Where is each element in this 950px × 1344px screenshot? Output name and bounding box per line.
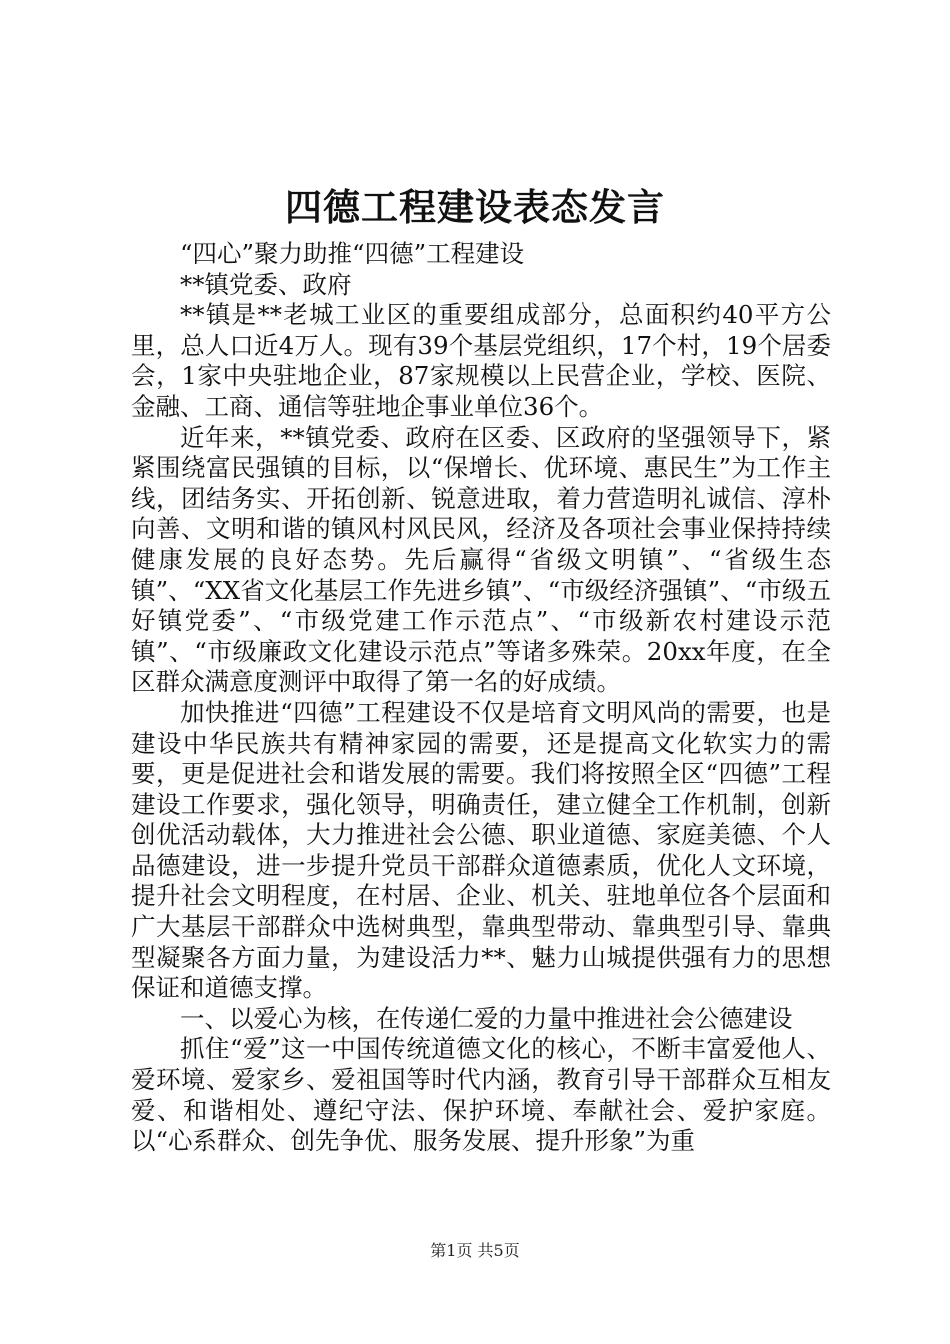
paragraph-plan: 加快推进“四德”工程建设不仅是培育文明风尚的需要，也是建设中华民族共有精神家园的需要，还是提高文化软实力的需要，更是促进社会和谐发展的需要。我们将按照全区“四德”工程建设工作要求，强化领导，明确责任，建立健全工作机制，创新创优活动载体，大力推进社会公德、职业道德、家庭美德、个人品德建设，进一步提升党员干部群众道德素质，优化人文环境，提升社会文明程度，在村居、企业、机关、驻地单位各个层面和广大基层干部群众中选树典型，靠典型带动、靠典型引导、靠典型凝聚各方面力量，为建设活力**、魅力山城提供强有力的思想保证和道德支撑。 bbox=[131, 697, 831, 1003]
paragraph-intro: **镇是**老城工业区的重要组成部分，总面积约40平方公里，总人口近4万人。现有39个基层党组织，17个村，19个居委会，1家中央驻地企业，87家规模以上民营企业，学校、医院、金融、工商、通信等驻地企事业单位36个。 bbox=[131, 300, 831, 421]
document-title: 四德工程建设表态发言 bbox=[285, 185, 665, 229]
page-footer: 第1页 共5页 bbox=[430, 1241, 520, 1260]
paragraph-author: **镇党委、政府 bbox=[180, 269, 352, 299]
paragraph-achievements: 近年来，**镇党委、政府在区委、区政府的坚强领导下，紧紧围绕富民强镇的目标，以“保增长、优环境、惠民生”为工作主线，团结务实、开拓创新、锐意进取，着力营造明礼诚信、淳朴向善、文明和谐的镇风村风民风，经济及各项社会事业保持持续健康发展的良好态势。先后赢得“省级文明镇”、“省级生态镇”、“XX省文化基层工作先进乡镇”、“市级经济强镇”、“市级五好镇党委”、“市级党建工作示范点”、“市级新农村建设示范镇”、“市级廉政文化建设示范点”等诸多殊荣。20xx年度，在全区群众满意度测评中取得了第一名的好成绩。 bbox=[131, 422, 831, 697]
paragraph-section-body: 抓住“爱”这一中国传统道德文化的核心，不断丰富爱他人、爱环境、爱家乡、爱祖国等时代内涵，教育引导干部群众互相友爱、和谐相处、遵纪守法、保护环境、奉献社会、爱护家庭。以“心系群众、创先争优、服务发展、提升形象”为重 bbox=[131, 1034, 831, 1156]
paragraph-subtitle: “四心”聚力助推“四德”工程建设 bbox=[180, 239, 525, 268]
paragraph-section-heading: 一、以爱心为核，在传递仁爱的力量中推进社会公德建设 bbox=[180, 1003, 793, 1033]
document-body bbox=[131, 239, 831, 1157]
